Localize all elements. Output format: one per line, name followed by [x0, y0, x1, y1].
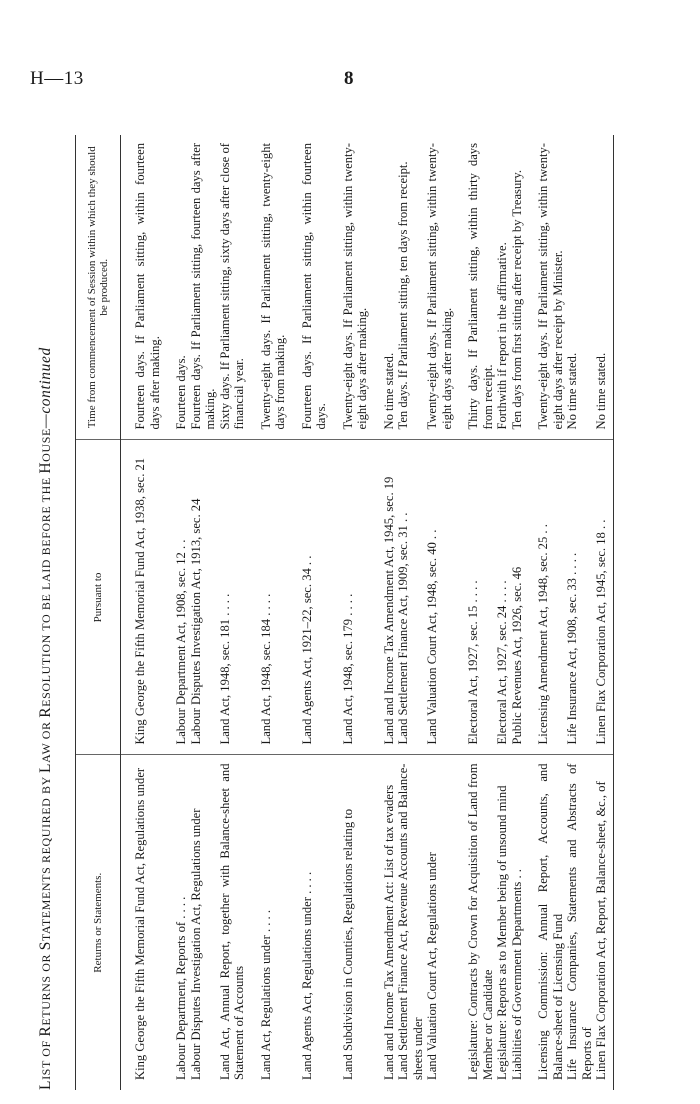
table-row: [510, 135, 525, 1090]
time-cell: Twenty-eight days. If Parliament sitting, twenty-eight days from making.: [247, 135, 288, 440]
returns-cell: Land Agents Act, Regulations under . . . .: [299, 871, 314, 1080]
returns-cell: Liabilities of Government Departments . .: [509, 869, 524, 1080]
pursuant-cell: Land Act, 1948, sec. 184 . . . .: [247, 440, 288, 755]
returns-cell: Labour Department, Reports of . . . .: [174, 896, 188, 1080]
pursuant-cell: Land Settlement Finance Act, 1909, sec. 31 . .: [396, 440, 425, 755]
pursuant-cell: Land Valuation Court Act, 1948, sec. 40 . .: [425, 440, 454, 755]
time-cell: No time stated.: [594, 135, 613, 440]
column-header-pursuant: Pursuant to: [76, 440, 121, 755]
pursuant-cell: Public Revenues Act, 1926, sec. 46: [510, 440, 525, 755]
table-row: [247, 135, 288, 1090]
page-number: 8: [344, 68, 354, 89]
returns-cell: Land and Income Tax Amendment Act: List of tax evaders: [381, 784, 396, 1080]
column-header-time: Time from commencement of Session within which they should be produced.: [76, 135, 121, 440]
table-row: [594, 135, 613, 1090]
returns-cell: Labour Disputes Investigation Act, Regulations under: [188, 808, 203, 1080]
time-cell: Twenty-eight days. If Parliament sitting, within twenty-eight days after making.: [425, 135, 454, 440]
returns-cell: Licensing Commission: Annual Report, Accounts, and Balance-sheet of Licensing Fund: [536, 763, 565, 1080]
time-cell: Ten days. If Parliament sitting, ten days from receipt.: [396, 135, 425, 440]
time-cell: Forthwith if report in the affirmative.: [495, 135, 510, 440]
time-cell: Fourteen days. If Parliament sitting, fourteen days after making.: [189, 135, 218, 440]
table-row: [565, 135, 594, 1090]
table-row: [454, 135, 495, 1090]
time-cell: No time stated.: [370, 135, 397, 440]
table-row: [121, 135, 163, 1090]
time-cell: Twenty-eight days. If Parliament sitting, within twenty-eight days after making.: [329, 135, 370, 440]
returns-cell: Land Act, Annual Report, together with Balance-sheet and Statement of Accounts: [217, 763, 246, 1080]
time-cell: Fourteen days. If Parliament sitting, within fourteen days.: [288, 135, 329, 440]
returns-cell: Legislature: Reports as to Member being of unsound mind: [495, 785, 509, 1080]
pursuant-cell: Life Insurance Act, 1908, sec. 33 . . . .: [565, 440, 594, 755]
pursuant-cell: Land Act, 1948, sec. 181 . . . .: [218, 440, 247, 755]
page-title: LIST OF RETURNS OR STATEMENTS REQUIRED BY LAW OR RESOLUTION TO BE LAID BEFORE THE HOUSE—continued: [37, 347, 54, 1090]
pursuant-cell: Labour Disputes Investigation Act, 1913, sec. 24: [189, 440, 218, 755]
returns-table: [75, 135, 614, 1090]
table-row: [524, 135, 565, 1090]
returns-cell: Land Settlement Finance Act, Revenue Accounts and Balance-sheets under: [396, 763, 425, 1080]
table-row: [288, 135, 329, 1090]
table-row: [425, 135, 454, 1090]
table-row: [218, 135, 247, 1090]
pursuant-cell: Electoral Act, 1927, sec. 15 . . . .: [454, 440, 495, 755]
rotated-page: [35, 135, 675, 1090]
pursuant-cell: Land and Income Tax Amendment Act, 1945, sec. 19: [370, 440, 397, 755]
table-row: [370, 135, 397, 1090]
page-code: H—13: [30, 68, 84, 89]
returns-cell: Legislature: Contracts by Crown for Acquisition of Land from Member or Candidate: [466, 763, 495, 1080]
time-cell: Ten days from first sitting after receipt by Treasury.: [510, 135, 525, 440]
time-cell: Thirty days. If Parliament sitting, within thirty days from receipt.: [454, 135, 495, 440]
pursuant-cell: King George the Fifth Memorial Fund Act, 1938, sec. 21: [121, 440, 163, 755]
returns-cell: Land Act, Regulations under . . . .: [258, 910, 273, 1080]
pursuant-cell: Electoral Act, 1927, sec. 24 . . . .: [495, 440, 510, 755]
returns-cell: Land Valuation Court Act, Regulations under: [425, 852, 439, 1080]
time-cell: Fourteen days.: [162, 135, 189, 440]
pursuant-cell: Licensing Amendment Act, 1948, sec. 25 . .: [524, 440, 565, 755]
table-header: [76, 135, 121, 1090]
pursuant-cell: Land Act, 1948, sec. 179 . . . .: [329, 440, 370, 755]
returns-cell: Life Insurance Companies, Statements and Abstracts of Reports of: [565, 763, 594, 1080]
pursuant-cell: Linen Flax Corporation Act, 1945, sec. 18 . .: [594, 440, 613, 755]
table-row: [189, 135, 218, 1090]
time-cell: Sixty days. If Parliament sitting, sixty days after close of financial year.: [218, 135, 247, 440]
time-cell: No time stated.: [565, 135, 594, 440]
time-cell: Fourteen days. If Parliament sitting, within fourteen days after making.: [121, 135, 163, 440]
returns-cell: Land Subdivision in Counties, Regulations relating to: [340, 808, 355, 1080]
pursuant-cell: Land Agents Act, 1921–22, sec. 34 . .: [288, 440, 329, 755]
table-row: [495, 135, 510, 1090]
table-row: [162, 135, 189, 1090]
table-row: [396, 135, 425, 1090]
returns-cell: Linen Flax Corporation Act, Report, Balance-sheet, &c., of: [594, 755, 613, 1090]
pursuant-cell: Labour Department Act, 1908, sec. 12 . .: [162, 440, 189, 755]
time-cell: Twenty-eight days. If Parliament sitting, within twenty-eight days after receipt by Minister.: [524, 135, 565, 440]
column-header-returns: Returns or Statements.: [76, 755, 121, 1090]
table-row: [329, 135, 370, 1090]
returns-cell: King George the Fifth Memorial Fund Act, Regulations under: [133, 767, 147, 1080]
